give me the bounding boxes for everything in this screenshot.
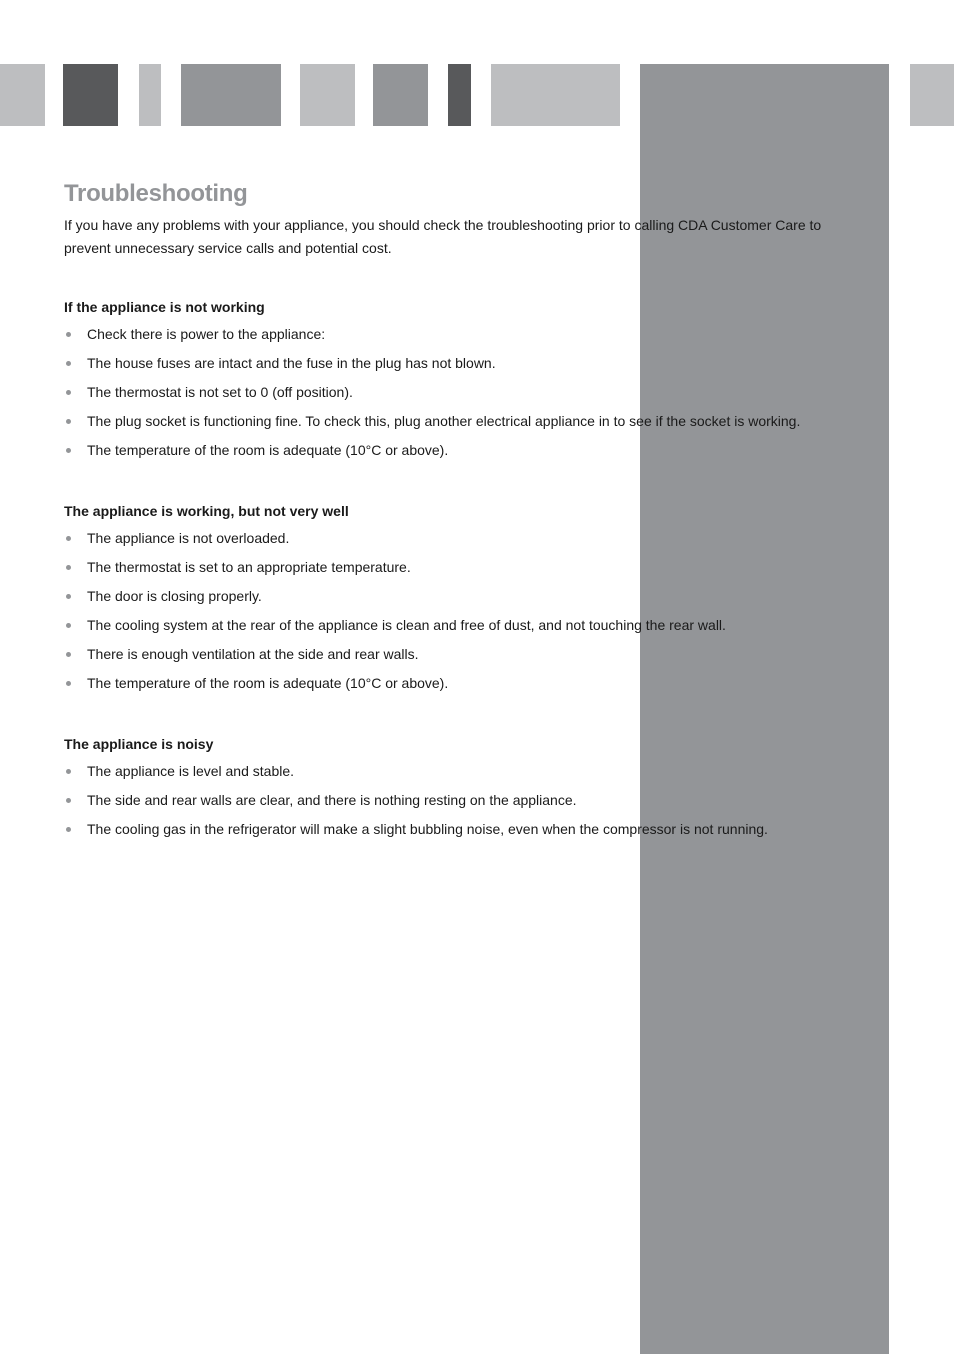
list-item: The cooling system at the rear of the appliance is clean and free of dust, and not touching the rear wall. — [64, 614, 844, 637]
bullet-list — [64, 527, 844, 695]
section-heading: The appliance is noisy — [64, 736, 214, 752]
header-block — [910, 64, 954, 126]
list-item: The side and rear walls are clear, and there is nothing resting on the appliance. — [64, 789, 844, 812]
header-block — [373, 64, 428, 126]
list-item: The door is closing properly. — [64, 585, 844, 608]
bullet-icon — [66, 594, 71, 599]
section-heading: If the appliance is not working — [64, 299, 265, 315]
list-item: The appliance is level and stable. — [64, 760, 844, 783]
intro-paragraph: If you have any problems with your appliance, you should check the troubleshooting prior to calling CDA Customer Care to prevent unnecessary service calls and potential cost. — [64, 217, 822, 256]
header-block — [139, 64, 161, 126]
list-item: The house fuses are intact and the fuse in the plug has not blown. — [64, 352, 844, 375]
list-item: The appliance is not overloaded. — [64, 527, 844, 550]
section-not-working-well — [64, 501, 844, 695]
section-heading: The appliance is working, but not very well — [64, 503, 349, 519]
list-item: The thermostat is not set to 0 (off position). — [64, 381, 844, 404]
bullet-icon — [66, 536, 71, 541]
bullet-icon — [66, 652, 71, 657]
list-item: There is enough ventilation at the side and rear walls. — [64, 643, 844, 666]
section-not-working — [64, 297, 844, 462]
header-block — [0, 64, 45, 126]
list-item: The cooling gas in the refrigerator will make a slight bubbling noise, even when the compressor is not running. — [64, 818, 844, 841]
bullet-icon — [66, 361, 71, 366]
list-item: The plug socket is functioning fine. To check this, plug another electrical appliance in to see if the socket is working. — [64, 410, 844, 433]
bullet-list — [64, 323, 844, 462]
header-block — [181, 64, 281, 126]
header-block — [448, 64, 471, 126]
header-block — [491, 64, 620, 126]
bullet-icon — [66, 827, 71, 832]
bullet-list — [64, 760, 844, 841]
header-block — [300, 64, 355, 126]
bullet-icon — [66, 681, 71, 686]
document-content — [64, 178, 844, 847]
header-block — [63, 64, 118, 126]
list-item: Check there is power to the appliance: — [64, 323, 844, 346]
bullet-icon — [66, 798, 71, 803]
bullet-icon — [66, 332, 71, 337]
bullet-icon — [66, 419, 71, 424]
bullet-icon — [66, 448, 71, 453]
list-item: The temperature of the room is adequate (10°C or above). — [64, 439, 844, 462]
bullet-icon — [66, 623, 71, 628]
section-noisy — [64, 734, 844, 841]
bullet-icon — [66, 390, 71, 395]
bullet-icon — [66, 565, 71, 570]
page-title: Troubleshooting — [64, 180, 248, 207]
list-item: The temperature of the room is adequate (10°C or above). — [64, 672, 844, 695]
list-item: The thermostat is set to an appropriate temperature. — [64, 556, 844, 579]
bullet-icon — [66, 769, 71, 774]
